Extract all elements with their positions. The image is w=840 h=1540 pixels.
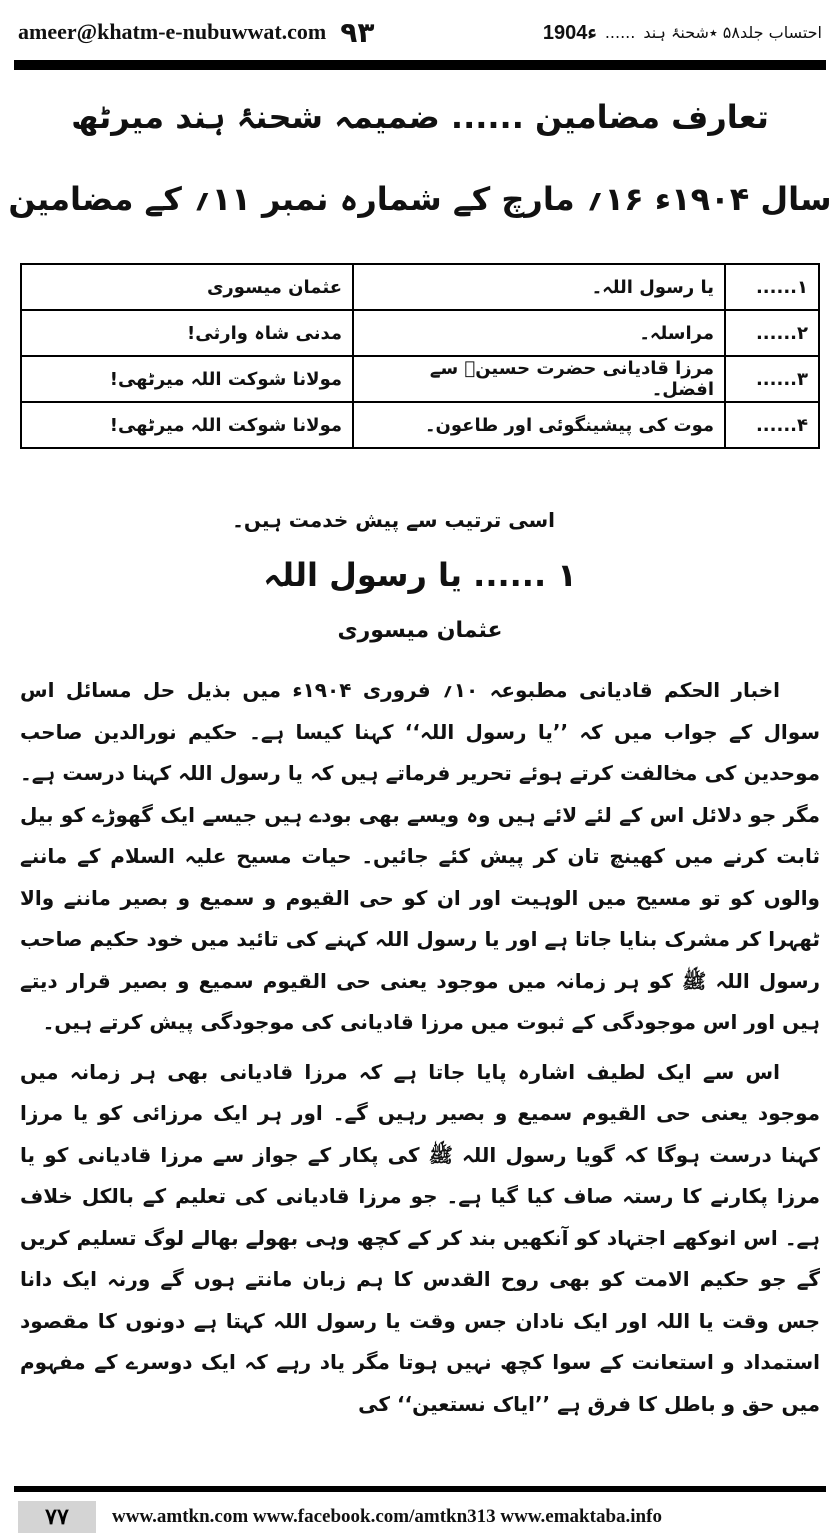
after-table-note: اسی ترتیب سے پیش خدمت ہیں۔ (232, 508, 555, 532)
toc-author: عثمان میسوری (21, 264, 353, 310)
table-row (21, 310, 819, 356)
article-body (20, 670, 820, 1433)
table-row (21, 356, 819, 402)
table-row (21, 264, 819, 310)
table-row (21, 402, 819, 448)
footer-badge: ۷۷ (18, 1501, 96, 1533)
header-rule (14, 60, 826, 70)
section-title: ۱ ...... یا رسول اللہ (263, 556, 577, 594)
page-header (18, 12, 822, 52)
running-title: احتساب جلد۵۸ ٭شحنۂ ہند (643, 22, 822, 42)
toc-author: مولانا شوکت اللہ میرٹھی! (21, 402, 353, 448)
header-email[interactable]: ameer@khatm-e-nubuwwat.com (18, 19, 327, 44)
contents-table (20, 263, 820, 449)
toc-title: مراسلہ۔ (353, 310, 725, 356)
toc-number: ۳...... (725, 356, 819, 402)
main-title: تعارف مضامین ...... ضمیمہ شحنۂ ہند میرٹھ (71, 98, 769, 136)
section-author: عثمان میسوری (337, 618, 503, 643)
toc-number: ۴...... (725, 402, 819, 448)
header-year (543, 20, 597, 45)
toc-number: ۲...... (725, 310, 819, 356)
toc-author: مولانا شوکت اللہ میرٹھی! (21, 356, 353, 402)
toc-author: مدنی شاہ وارثی! (21, 310, 353, 356)
year-suffix: ء (587, 21, 597, 44)
toc-title: مرزا قادیانی حضرت حسینؓ سے افضل۔ (353, 356, 725, 402)
page-footer (18, 1500, 822, 1534)
footer-links[interactable]: www.amtkn.com www.facebook.com/amtkn313 www.emaktaba.info (112, 1506, 662, 1527)
toc-title: یا رسول اللہ۔ (353, 264, 725, 310)
sub-title: سال ۱۹۰۴ء ۱۶؍ مارچ کے شمارہ نمبر ۱۱؍ کے مضامین (8, 180, 832, 218)
running-header (543, 20, 822, 45)
toc-title: موت کی پیشینگوئی اور طاعون۔ (353, 402, 725, 448)
paragraph: اس سے ایک لطیف اشارہ پایا جاتا ہے کہ مرزا قادیانی بھی ہر زمانہ میں موجود یعنی حی القیوم سمیع و بصیر رہیں گے۔ اور ہر ایک مرزائی کو یا مرزا کہنا درست ہوگا کہ گویا رسول اللہ ﷺ کی پکار کے جواز سے مرزا قادیانی کو یا مرزا پکارنے کا رستہ صاف کیا گیا ہے۔ جو مرزا قادیانی کی تعلیم کے بالکل خلاف ہے۔ اس انوکھے اجتہاد کو آنکھیں بند کر کے کچھ وہی بھولے بھالے لوگ تسلیم کریں گے جو حکیم الامت کو بھی روح القدس کا ہم زبان مانتے ہوں گے ورنہ ایک دانا جس وقت یا اللہ اور ایک نادان جس وقت یا رسول اللہ کہتا ہے دونوں کا مقصود استمداد و استعانت کے سوا کچھ نہیں ہوتا مگر یاد رہے کہ ایک دوسرے کے مفہوم میں حق و باطل کا فرق ہے ’’ایاک نستعین‘‘ کی (20, 1059, 820, 1416)
paragraph: اخبار الحکم قادیانی مطبوعہ ۱۰؍ فروری ۱۹۰۴ء میں بذیل حل مسائل اس سوال کے جواب میں کہ ’’یا رسول اللہ‘‘ کہنا کیسا ہے۔ حکیم نورالدین صاحب موحدین کی مخالفت کرتے ہوئے تحریر فرماتے ہیں کہ یا رسول اللہ کہنا درست ہے۔ مگر جو دلائل اس کے لئے لائے ہیں وہ ویسے بھی بودے ہیں جیسے ایک گھوڑے کو بیل ثابت کرنے میں کھینچ تان کر پیش کئے جائیں۔ حیات مسیح علیہ السلام کے ماننے والوں کو تو مسیح میں الوہیت اور ان کو حی القیوم و سمیع و بصیر ماننے والا ٹھہرا کر مشرک بنایا جاتا ہے اور یا رسول اللہ کہنے کی تائید میں خود حکیم صاحب رسول اللہ ﷺ کو ہر زمانہ میں موجود یعنی حی القیوم سمیع و بصیر قرار دیتے ہیں اور اس موجودگی کے ثبوت میں مرزا قادیانی کی موجودگی پیش کرتے ہیں۔ (20, 678, 820, 1034)
footer-rule (14, 1486, 826, 1492)
header-dots: ...... (604, 22, 636, 42)
header-left (18, 16, 374, 49)
toc-number: ۱...... (725, 264, 819, 310)
page-number: ۹۳ (340, 15, 375, 49)
year-value: 1904 (542, 21, 588, 44)
